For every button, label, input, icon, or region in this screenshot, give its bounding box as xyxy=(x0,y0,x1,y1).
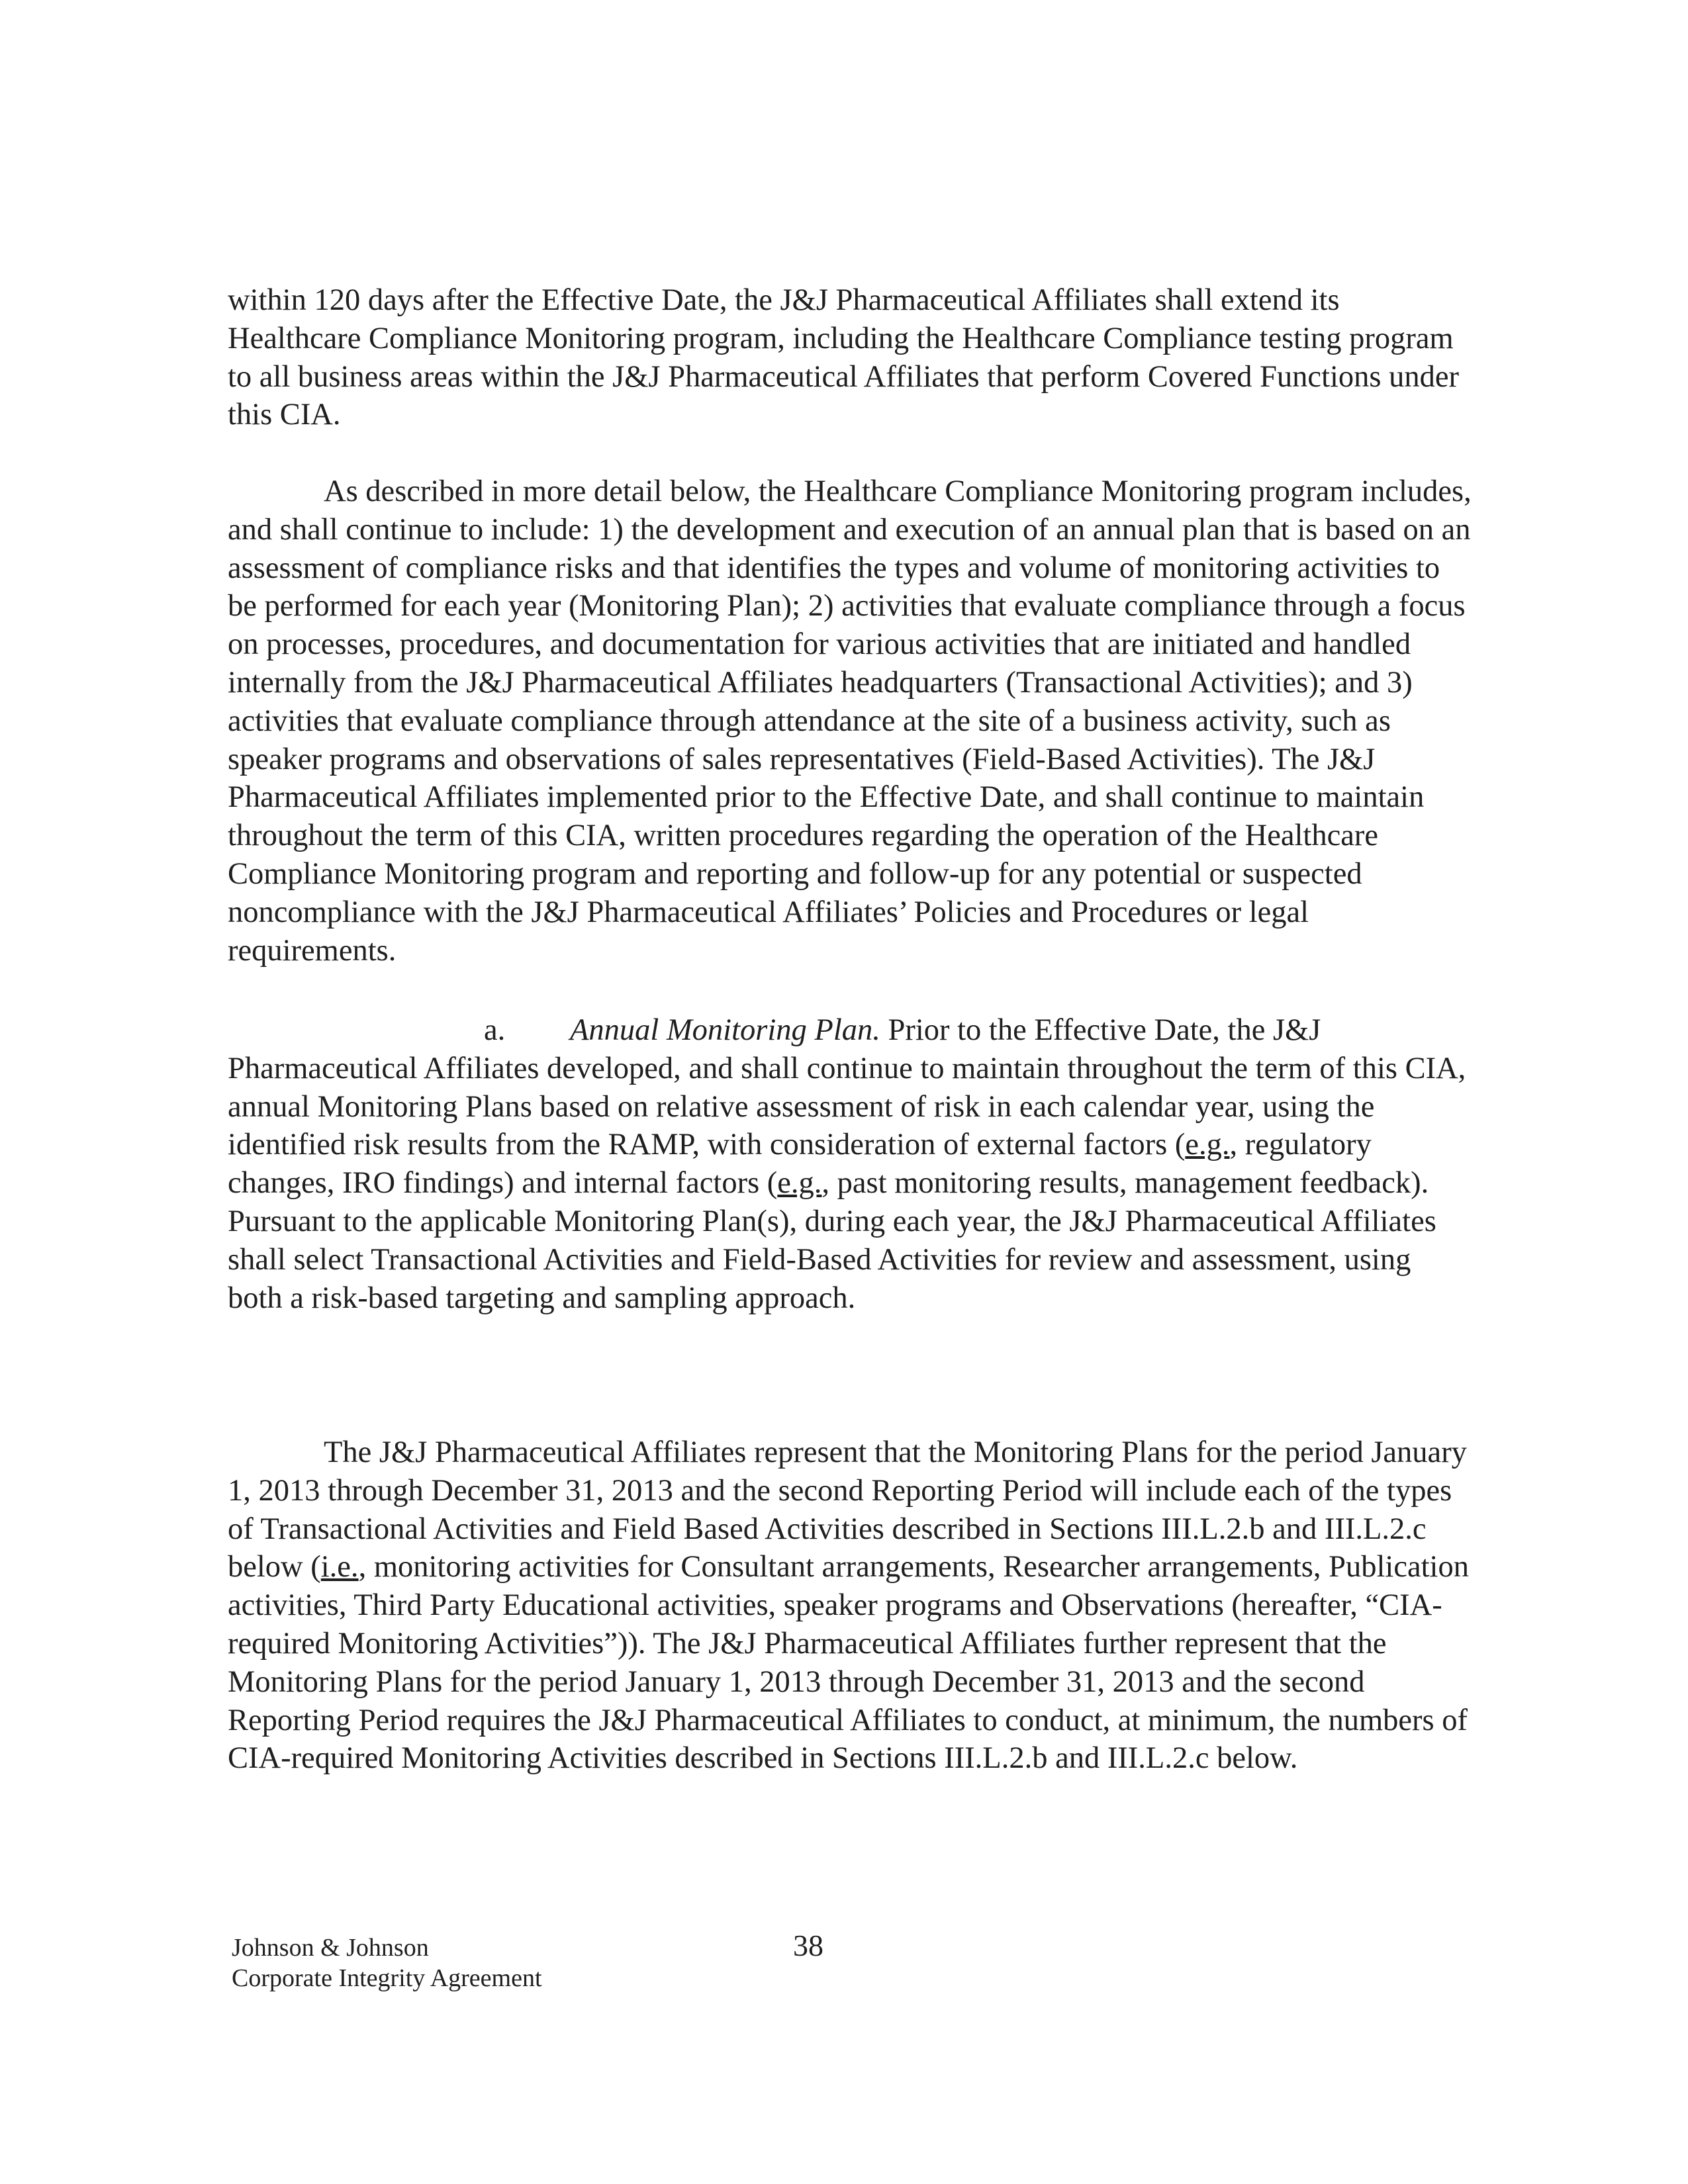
ie-abbreviation: i.e. xyxy=(320,1550,359,1584)
page-number: 38 xyxy=(793,1929,823,1962)
text-run: , regulatory changes, IRO findings) and internal factors ( xyxy=(228,1128,1372,1201)
text-run: The J&J Pharmaceutical Affiliates represent that the Monitoring Plans for the period January 1, 2013 through December 31, 2013 and the second Reporting Period will include each of the types of Transactional Activities and Field Based Activities described in Sections III.L.2.b and III.L.2.c below ( xyxy=(228,1435,1467,1584)
text-run: , past monitoring results, management feedback). Pursuant to the applicable Monitoring Plan(s), during each year, the J&J Pharmaceutical Affiliates shall select Transactional Activities and Field-Based Activities for review and assessment, using both a risk-based targeting and sampling approach. xyxy=(228,1166,1436,1315)
eg-abbreviation: e.g. xyxy=(1185,1128,1230,1162)
annual-monitoring-plan-paragraph xyxy=(228,1011,1472,1317)
footer-company: Johnson & Johnson xyxy=(232,1934,429,1962)
text-run: , monitoring activities for Consultant arrangements, Researcher arrangements, Publication activities, Third Party Educational activities, speaker programs and Observations (hereafter, “CIA-required Monitoring Activities”)). The J&J Pharmaceutical Affiliates further represent that the Monitoring Plans for the period January 1, 2013 through December 31, 2013 and the second Reporting Period requires the J&J Pharmaceutical Affiliates to conduct, at minimum, the numbers of CIA-required Monitoring Activities described in Sections III.L.2.b and III.L.2.c below. xyxy=(228,1550,1469,1776)
paragraph-text: As described in more detail below, the Healthcare Compliance Monitoring program includes, and shall continue to include: 1) the development and execution of an annual plan that is based on an assessment of compliance risks and that identifies the types and volume of monitoring activities to be performed for each year (Monitoring Plan); 2) activities that evaluate compliance through a focus on processes, procedures, and documentation for various activities that are initiated and handled internally from the J&J Pharmaceutical Affiliates headquarters (Transactional Activities); and 3) activities that evaluate compliance through attendance at the site of a business activity, such as speaker programs and observations of sales representatives (Field-Based Activities). The J&J Pharmaceutical Affiliates implemented prior to the Effective Date, and shall continue to maintain throughout the term of this CIA, written procedures regarding the operation of the Healthcare Compliance Monitoring program and reporting and follow-up for any potential or suspected noncompliance with the J&J Pharmaceutical Affiliates’ Policies and Procedures or legal requirements. xyxy=(228,475,1472,968)
monitoring-plans-representation-paragraph xyxy=(228,1433,1472,1778)
text-run: Prior to the Effective Date, the J&J Pharmaceutical Affiliates developed, and shall continue to maintain throughout the term of this CIA, annual Monitoring Plans based on relative assessment of risk in each calendar year, using the identified risk results from the RAMP, with consideration of external factors ( xyxy=(228,1013,1466,1162)
subsection-marker: a. xyxy=(484,1013,506,1047)
paragraph-text xyxy=(228,1011,1472,1317)
footer-document-title: Corporate Integrity Agreement xyxy=(232,1964,542,1992)
paragraph-text: within 120 days after the Effective Date, the J&J Pharmaceutical Affiliates shall extend its Healthcare Compliance Monitoring program, including the Healthcare Compliance testing program to all business areas within the J&J Pharmaceutical Affiliates that perform Covered Functions under this CIA. xyxy=(228,283,1459,432)
eg-abbreviation: e.g. xyxy=(777,1166,822,1201)
continuation-paragraph xyxy=(228,281,1472,434)
paragraph-text xyxy=(228,1433,1472,1778)
monitoring-program-paragraph xyxy=(228,473,1472,970)
footer-left xyxy=(232,1933,542,1993)
subsection-heading: Annual Monitoring Plan. xyxy=(570,1013,880,1047)
